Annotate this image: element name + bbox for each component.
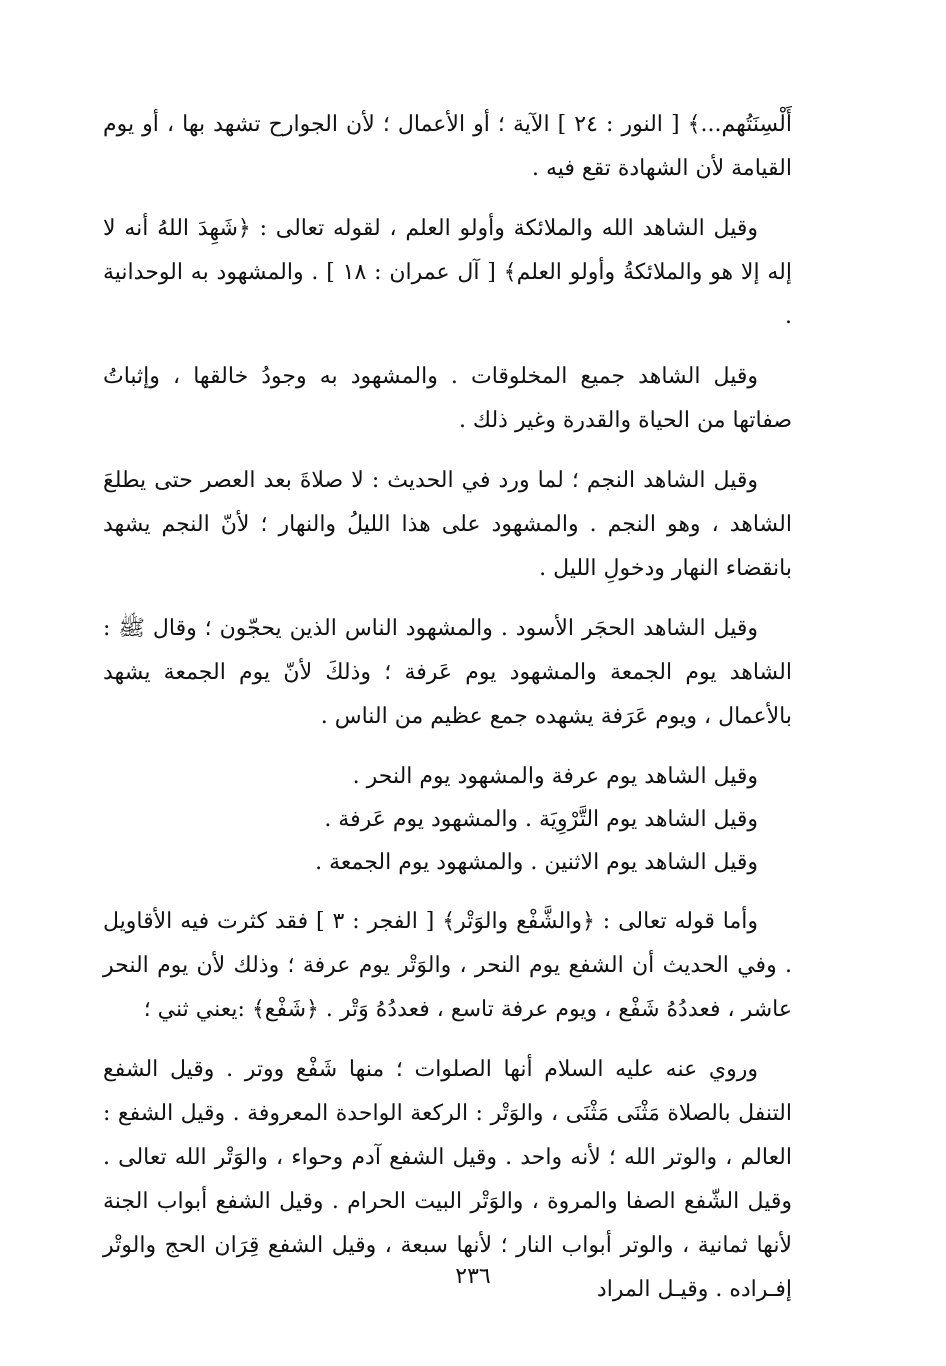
- list-item: وقيل الشاهد يوم التَّرْوِيَة . والمشهود يوم عَرفة .: [324, 807, 758, 832]
- paragraph-star: وقيل الشاهد النجم ؛ لما ورد في الحديث : لا صلاةَ بعد العصر حتى يطلعَ الشاهد ، وهو النجم . والمشهود على هذا الليلُ والنهار ؛ لأنّ النجم يشهد بانقضاء النهار ودخولِ الليل .: [103, 468, 792, 581]
- paragraph-prayers: وروي عنه عليه السلام أنها الصلوات ؛ منها شَفْع ووتر . وقيل الشفع التنفل بالصلاة مَثْنَى مَثْنَى ، والوَتْر : الركعة الواحدة المعروفة . وقيل الشفع : العالم ، والوتر الله ؛ لأنه واحد . وقيل الشفع آدم وحواء ، والوَتْر الله تعالى . وقيل الشّفع الصفا والمروة ، والوَتْر البيت الحرام . وقيل الشفع أبواب الجنة لأنها ثمانية ، والوتر أبواب النار ؛ لأنها سبعة ، وقيل الشفع قِرَان الحج والوتْر إفـراده . وقيـل المراد: [103, 1057, 792, 1302]
- page-body: [103, 103, 792, 1312]
- paragraph-tongues-witness: أَلْسِنَتُهم...﴾ [ النور : ٢٤ ] الآية ؛ أو الأعمال ؛ لأن الجوارح تشهد بها ، أو يوم القيامة لأن الشهادة تقع فيه .: [103, 112, 792, 181]
- paragraph-allah-angels: وقيل الشاهد الله والملائكة وأولو العلم ، لقوله تعالى : ﴿شَهِدَ اللهُ أنه لا إله إلا هو والملائكةُ وأولو العلم﴾ [ آل عمران : ١٨ ] . والمشهود به الوحدانية .: [103, 216, 792, 329]
- page-number: ٢٣٦: [455, 1264, 491, 1289]
- paragraph-black-stone: وقيل الشاهد الحجَر الأسود . والمشهود الناس الذين يحجّون ؛ وقال ﷺ : الشاهد يوم الجمعة والمشهود يوم عَرفة ؛ وذلكَ لأنّ يوم الجمعة يشهد بالأعمال ، ويوم عَرَفة يشهده جمع عظيم من الناس .: [103, 616, 792, 729]
- list-item: وقيل الشاهد يوم عرفة والمشهود يوم النحر .: [352, 764, 758, 789]
- list-item: وقيل الشاهد يوم الاثنين . والمشهود يوم الجمعة .: [315, 850, 758, 875]
- paragraph-shaf-watr: وأما قوله تعالى : ﴿والشَّفْع والوَتْر﴾ [ الفجر : ٣ ] فقد كثرت فيه الأقاويل . وفي الحديث أن الشفع يوم النحر ، والوَتْر يوم عرفة ؛ وذلك لأن يوم النحر عاشر ، فعددُهُ شَفْع ، ويوم عرفة تاسع ، فعددُهُ وَتْر . ﴿شَفْع﴾ :يعني ثني ؛: [103, 909, 792, 1022]
- paragraph-all-creatures: وقيل الشاهد جميع المخلوقات . والمشهود به وجودُ خالقها ، وإثباتُ صفاتها من الحياة والقدرة وغير ذلك .: [103, 364, 792, 433]
- short-opinions-list: [103, 755, 792, 884]
